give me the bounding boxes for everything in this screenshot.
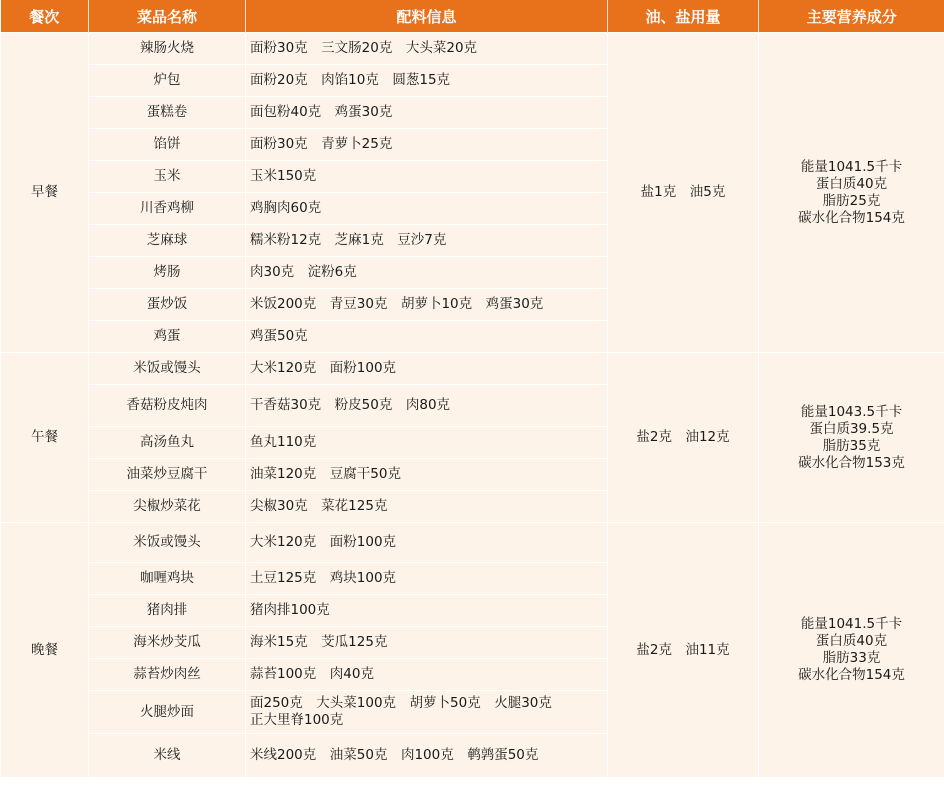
dish-ingredients: 干香菇30克 粉皮50克 肉80克 xyxy=(246,385,608,427)
dish-ingredients: 大米120克 面粉100克 xyxy=(246,523,608,563)
dish-ingredients: 尖椒30克 菜花125克 xyxy=(246,491,608,523)
meal-name: 午餐 xyxy=(1,353,89,523)
table-row xyxy=(1,33,944,65)
dish-ingredients: 土豆125克 鸡块100克 xyxy=(246,563,608,595)
header-nutrition: 主要营养成分 xyxy=(759,0,944,33)
table-row xyxy=(1,523,944,563)
dish-name: 香菇粉皮炖肉 xyxy=(89,385,246,427)
dish-ingredients: 海米15克 芠瓜125克 xyxy=(246,627,608,659)
oil-salt-amount: 盐2克 油12克 xyxy=(608,353,759,523)
dish-ingredients: 鸡蛋50克 xyxy=(246,321,608,353)
nutrition-summary: 能量1043.5千卡 蛋白质39.5克 脂肪35克 碳水化合物153克 xyxy=(759,353,944,523)
dish-name: 玉米 xyxy=(89,161,246,193)
dish-name: 米饭或馒头 xyxy=(89,353,246,385)
oil-salt-amount: 盐1克 油5克 xyxy=(608,33,759,353)
header-dish: 菜品名称 xyxy=(89,0,246,33)
dish-name: 蛋糕卷 xyxy=(89,97,246,129)
dish-ingredients: 米线200克 油菜50克 肉100克 鹌鹑蛋50克 xyxy=(246,734,608,778)
dish-name: 海米炒芠瓜 xyxy=(89,627,246,659)
dish-name: 火腿炒面 xyxy=(89,691,246,734)
dish-name: 米线 xyxy=(89,734,246,778)
dish-ingredients: 米饭200克 青豆30克 胡萝卜10克 鸡蛋30克 xyxy=(246,289,608,321)
dish-name: 蒜苔炒肉丝 xyxy=(89,659,246,691)
nutrition-summary: 能量1041.5千卡 蛋白质40克 脂肪25克 碳水化合物154克 xyxy=(759,33,944,353)
meal-name: 晚餐 xyxy=(1,523,89,778)
dish-ingredients: 鱼丸110克 xyxy=(246,427,608,459)
dish-ingredients: 肉30克 淀粉6克 xyxy=(246,257,608,289)
dish-name: 高汤鱼丸 xyxy=(89,427,246,459)
dish-ingredients: 蒜苔100克 肉40克 xyxy=(246,659,608,691)
dish-ingredients: 大米120克 面粉100克 xyxy=(246,353,608,385)
dish-name: 蛋炒饭 xyxy=(89,289,246,321)
dish-name: 炉包 xyxy=(89,65,246,97)
dish-ingredients: 猪肉排100克 xyxy=(246,595,608,627)
dish-name: 辣肠火烧 xyxy=(89,33,246,65)
nutrition-summary: 能量1041.5千卡 蛋白质40克 脂肪33克 碳水化合物154克 xyxy=(759,523,944,778)
header-oil-salt: 油、盐用量 xyxy=(608,0,759,33)
dish-name: 芝麻球 xyxy=(89,225,246,257)
table-row xyxy=(1,353,944,385)
dish-name: 猪肉排 xyxy=(89,595,246,627)
dish-name: 鸡蛋 xyxy=(89,321,246,353)
dish-name: 川香鸡柳 xyxy=(89,193,246,225)
dish-ingredients: 油菜120克 豆腐干50克 xyxy=(246,459,608,491)
header-meal: 餐次 xyxy=(1,0,89,33)
dish-name: 尖椒炒菜花 xyxy=(89,491,246,523)
table-header-row xyxy=(1,0,944,33)
dish-ingredients: 面包粉40克 鸡蛋30克 xyxy=(246,97,608,129)
dish-name: 米饭或馒头 xyxy=(89,523,246,563)
dish-ingredients: 面粉30克 三文肠20克 大头菜20克 xyxy=(246,33,608,65)
header-ingredients: 配料信息 xyxy=(246,0,608,33)
dish-ingredients: 面粉20克 肉馅10克 圆葱15克 xyxy=(246,65,608,97)
dish-ingredients: 糯米粉12克 芝麻1克 豆沙7克 xyxy=(246,225,608,257)
dish-ingredients: 鸡胸肉60克 xyxy=(246,193,608,225)
dish-name: 咖喱鸡块 xyxy=(89,563,246,595)
dish-ingredients: 玉米150克 xyxy=(246,161,608,193)
dish-ingredients: 面粉30克 青萝卜25克 xyxy=(246,129,608,161)
dish-name: 烤肠 xyxy=(89,257,246,289)
oil-salt-amount: 盐2克 油11克 xyxy=(608,523,759,778)
meal-name: 早餐 xyxy=(1,33,89,353)
dish-name: 油菜炒豆腐干 xyxy=(89,459,246,491)
dish-ingredients: 面250克 大头菜100克 胡萝卜50克 火腿30克 正大里脊100克 xyxy=(246,691,608,734)
dish-name: 馅饼 xyxy=(89,129,246,161)
